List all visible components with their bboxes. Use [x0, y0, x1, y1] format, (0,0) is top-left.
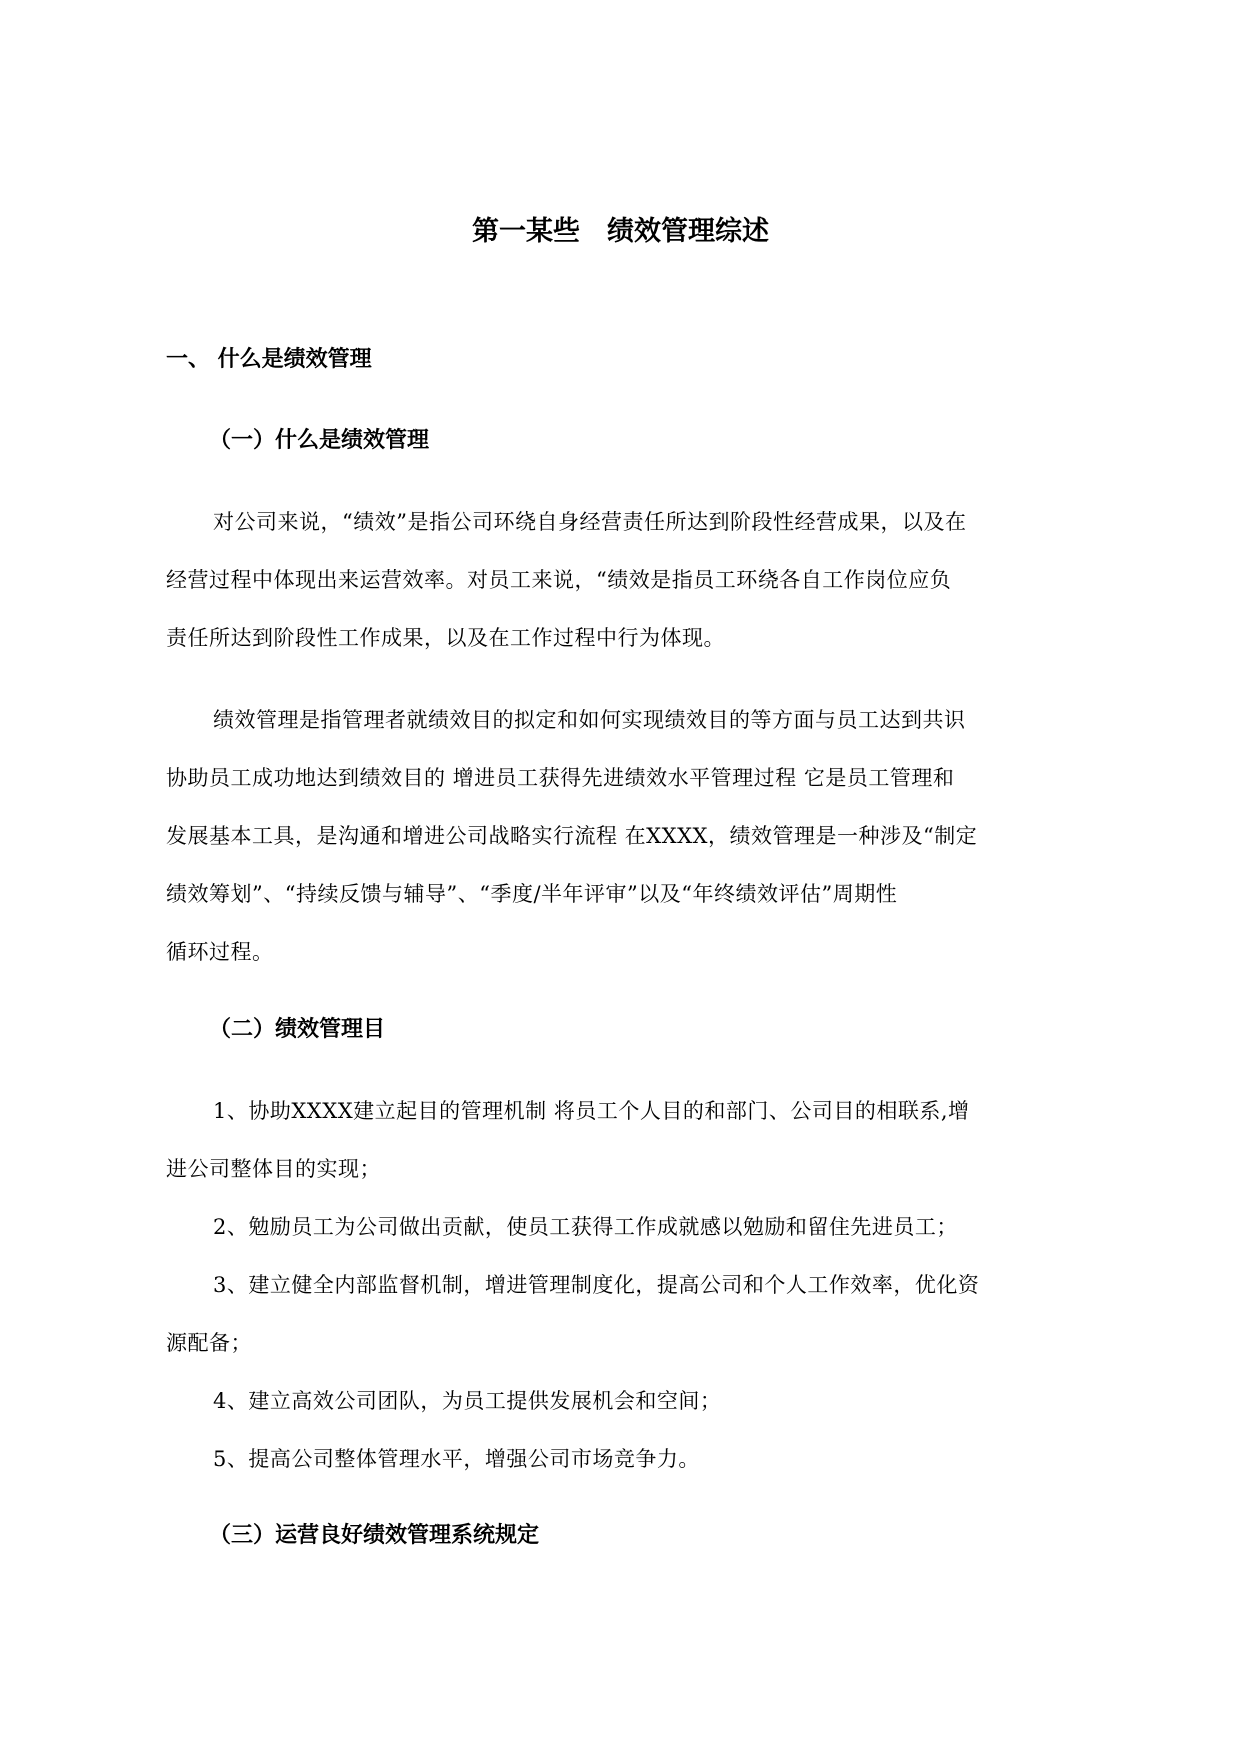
- section-heading-1: 一、 什么是绩效管理: [166, 347, 372, 372]
- paragraph-line: 对公司来说，“绩效”是指公司环绕自身经营责任所达到阶段性经营成果，以及在: [213, 510, 967, 534]
- list-item-continuation: 进公司整体目的实现；: [166, 1157, 381, 1181]
- objectives-list: [166, 1082, 1096, 1488]
- paragraph-line: 发展基本工具，是沟通和增进公司战略实行流程 在XXXX，绩效管理是一种涉及“制定: [166, 824, 978, 848]
- paragraph-line: 经营过程中体现出来运营效率。对员工来说，“绩效是指员工环绕各自工作岗位应负: [166, 568, 952, 592]
- list-item: 4、建立高效公司团队，为员工提供发展机会和空间；: [213, 1389, 722, 1413]
- paragraph-performance-definition: [166, 493, 1096, 667]
- subsection-heading-3: （三）运营良好绩效管理系统规定: [209, 1523, 540, 1548]
- subsection-heading-2: （二）绩效管理目: [209, 1017, 386, 1042]
- paragraph-performance-management: [166, 691, 1096, 981]
- list-item-continuation: 源配备；: [166, 1331, 252, 1355]
- list-item: 5、提高公司整体管理水平，增强公司市场竞争力。: [213, 1447, 700, 1471]
- page-title: 第一某些 绩效管理综述: [472, 216, 769, 247]
- paragraph-line: 责任所达到阶段性工作成果，以及在工作过程中行为体现。: [166, 626, 725, 650]
- paragraph-line: 绩效筹划”、“持续反馈与辅导”、“季度/半年评审”以及“年终绩效评估”周期性: [166, 882, 898, 906]
- subsection-heading-1: （一）什么是绩效管理: [209, 428, 430, 453]
- paragraph-line: 循环过程。: [166, 940, 274, 964]
- paragraph-line: 协助员工成功地达到绩效目的 增进员工获得先进绩效水平管理过程 它是员工管理和: [166, 766, 955, 790]
- paragraph-line: 绩效管理是指管理者就绩效目的拟定和如何实现绩效目的等方面与员工达到共识: [213, 708, 966, 732]
- list-item: 2、勉励员工为公司做出贡献，使员工获得工作成就感以勉励和留住先进员工；: [213, 1215, 958, 1239]
- list-item: 3、建立健全内部监督机制，增进管理制度化，提高公司和个人工作效率，优化资: [213, 1273, 980, 1297]
- list-item: 1、协助XXXX建立起目的管理机制 将员工个人目的和部门、公司目的相联系,增: [213, 1099, 970, 1123]
